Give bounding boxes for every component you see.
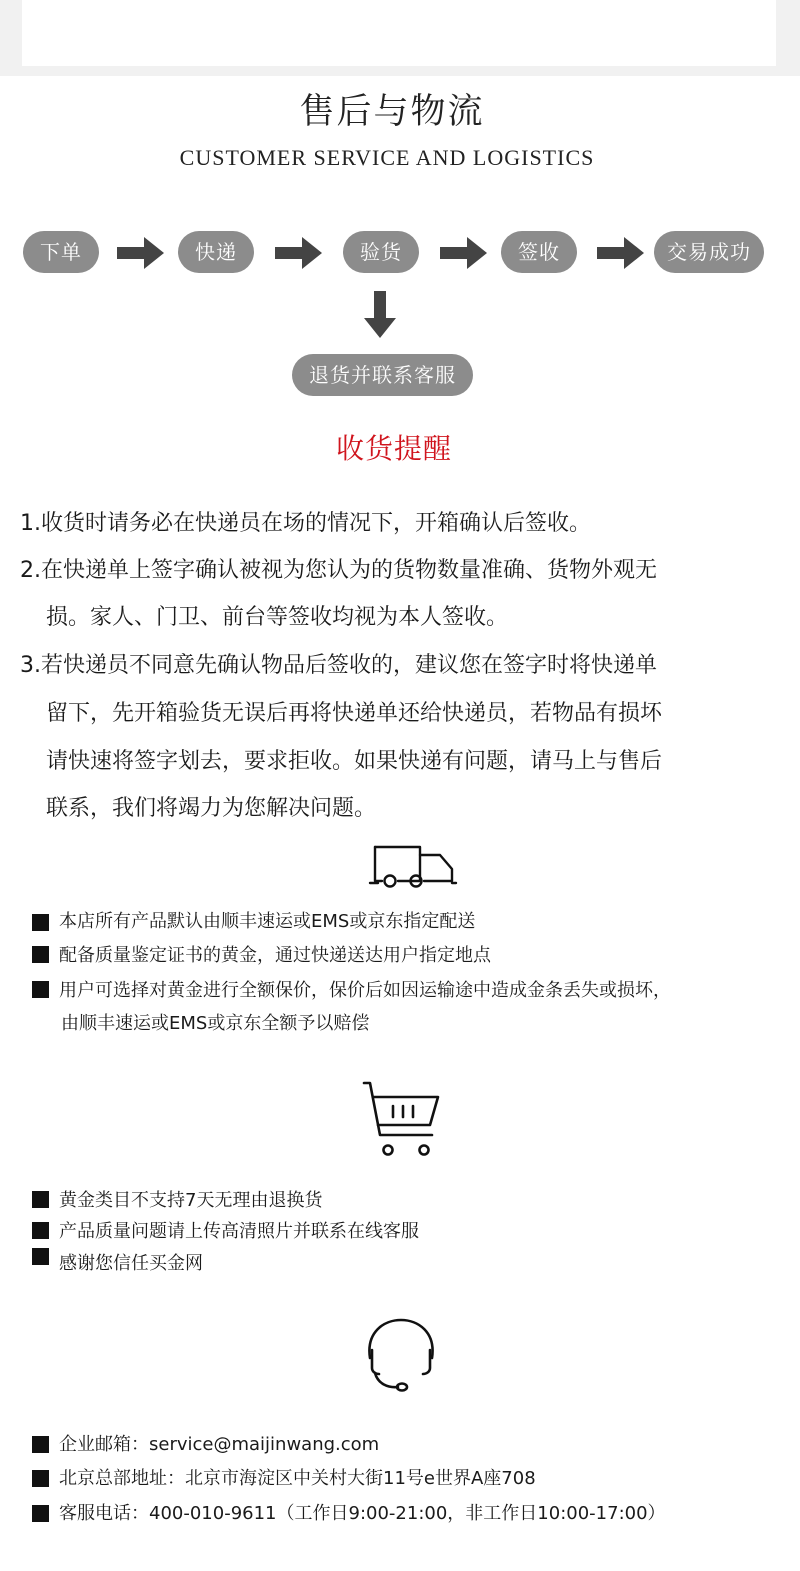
section-subtitle: CUSTOMER SERVICE AND LOGISTICS [179, 145, 595, 170]
returns-item-text: 感谢您信任买金网 [59, 1253, 203, 1274]
bullet-square [32, 1436, 49, 1453]
arrow-down-icon [364, 291, 396, 338]
bullet-square [32, 981, 49, 998]
step-return-contact: 退货并联系客服 [292, 354, 473, 396]
returns-item-text: 产品质量问题请上传高清照片并联系在线客服 [59, 1221, 419, 1242]
bullet-square [32, 1222, 49, 1239]
reminder-line: 联系，我们将竭力为您解决问题。 [46, 796, 377, 821]
reminder-line: 请快速将签字划去，要求拒收。如果快递有问题，请马上与售后 [46, 749, 663, 774]
step-order: 下单 [23, 231, 99, 273]
bullet-square [32, 914, 49, 931]
arrow-right-icon [275, 237, 322, 269]
top-frame-panel [22, 0, 776, 66]
section-title: 售后与物流 [299, 92, 485, 132]
returns-item-text: 黄金类目不支持7天无理由退换货 [59, 1190, 323, 1211]
arrow-right-icon [440, 237, 487, 269]
arrow-right-icon [117, 237, 164, 269]
shipping-item-text: 配备质量鉴定证书的黄金，通过快递送达用户指定地点 [59, 945, 491, 966]
arrow-right-icon [597, 237, 644, 269]
reminder-line: 1.收货时请务必在快递员在场的情况下，开箱确认后签收。 [20, 511, 591, 536]
bullet-square [32, 946, 49, 963]
headset-icon [362, 1318, 440, 1392]
shipping-item-text: 用户可选择对黄金进行全额保价，保价后如因运输途中造成金条丢失或损坏， [59, 980, 671, 1001]
bullet-square [32, 1470, 49, 1487]
top-frame [0, 0, 800, 76]
step-sign: 签收 [501, 231, 577, 273]
reminder-line: 损。家人、门卫、前台等签收均视为本人签收。 [46, 605, 509, 630]
reminder-line: 留下，先开箱验货无误后再将快递单还给快递员，若物品有损坏 [46, 701, 663, 726]
contact-email: 企业邮箱：service@maijinwang.com [59, 1434, 380, 1455]
contact-phone: 客服电话：400-010-9611（工作日9:00-21:00，非工作日10:00-17:00） [59, 1503, 666, 1524]
contact-address: 北京总部地址：北京市海淀区中关村大街11号e世界A座708 [59, 1468, 536, 1489]
truck-icon [368, 843, 458, 891]
step-complete: 交易成功 [654, 231, 764, 273]
step-inspect: 验货 [343, 231, 419, 273]
reminder-line: 2.在快递单上签字确认被视为您认为的货物数量准确、货物外观无 [20, 558, 657, 583]
step-shipping: 快递 [178, 231, 254, 273]
bullet-square [32, 1505, 49, 1522]
bullet-square [32, 1248, 49, 1265]
bullet-square [32, 1191, 49, 1208]
shopping-cart-icon [360, 1079, 444, 1161]
shipping-item-text: 本店所有产品默认由顺丰速运或EMS或京东指定配送 [59, 911, 476, 932]
shipping-item-continuation: 由顺丰速运或EMS或京东全额予以赔偿 [61, 1013, 370, 1034]
reminder-title: 收货提醒 [335, 432, 452, 465]
reminder-line: 3.若快递员不同意先确认物品后签收的，建议您在签字时将快递单 [20, 653, 657, 678]
